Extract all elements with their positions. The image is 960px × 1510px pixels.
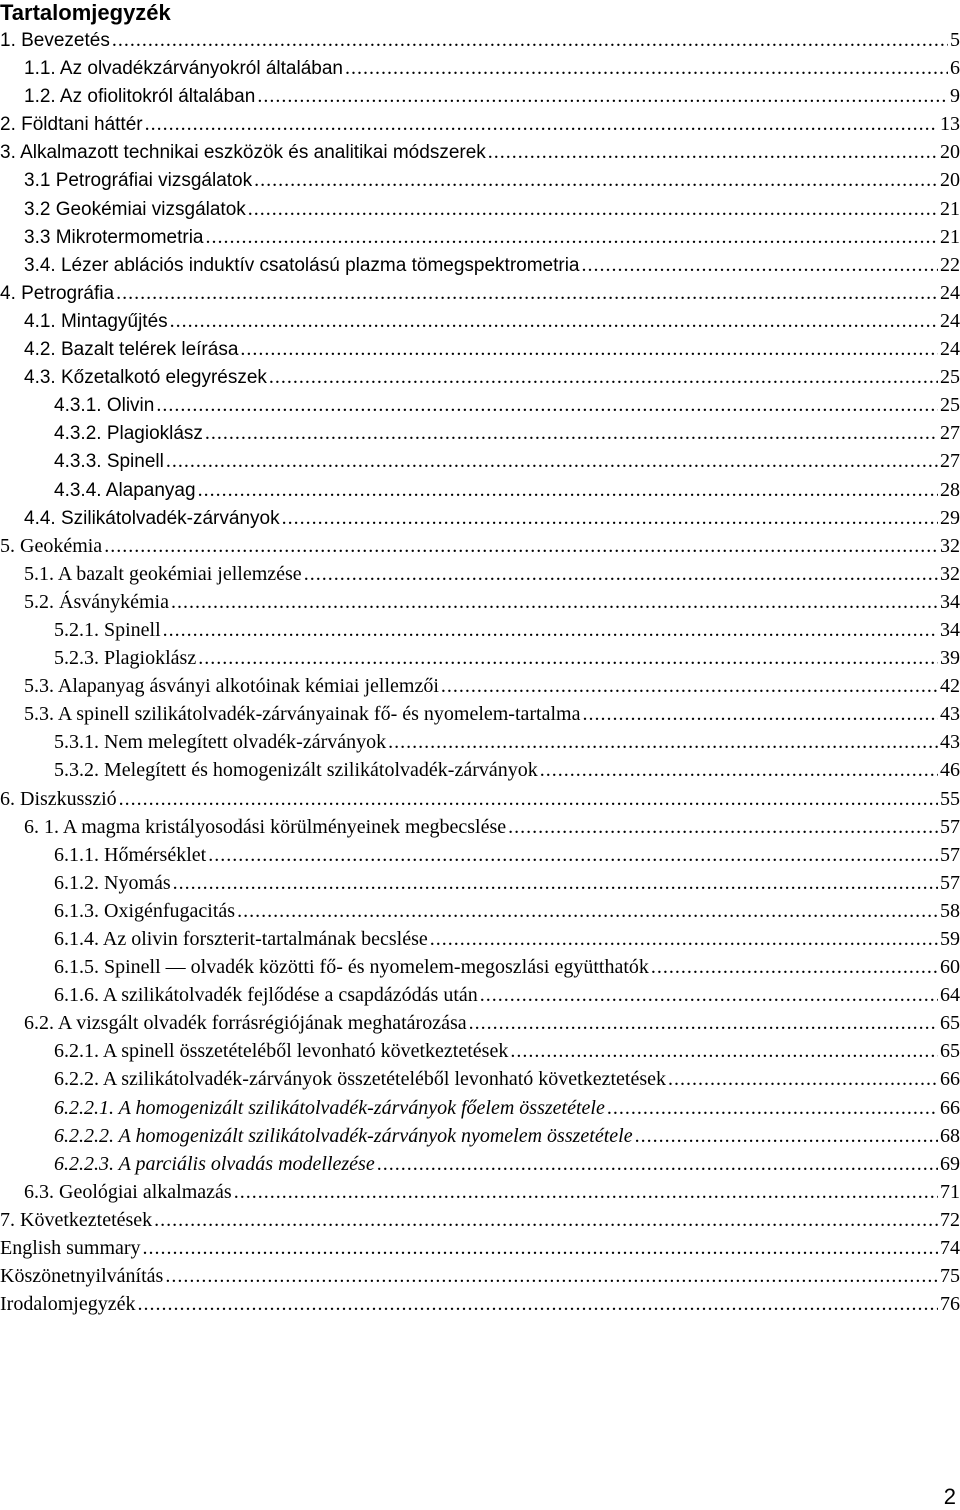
dot-leader xyxy=(540,756,938,784)
dot-leader xyxy=(119,785,938,813)
toc-entry-page: 24 xyxy=(940,338,960,361)
toc-entry[interactable] xyxy=(0,335,960,363)
dot-leader xyxy=(138,1290,939,1318)
dot-leader xyxy=(104,532,938,560)
toc-entry-page: 34 xyxy=(940,590,960,613)
toc-entry[interactable] xyxy=(0,82,960,110)
toc-entry-label: Köszönetnyilvánítás xyxy=(0,1265,164,1288)
toc-entry-label: 4.3. Kőzetalkotó elegyrészek xyxy=(24,367,267,389)
toc-entry-label: 4.3.1. Olivin xyxy=(54,395,155,417)
toc-entry-label: 4.4. Szilikátolvadék-zárványok xyxy=(24,507,280,529)
toc-entry[interactable] xyxy=(0,981,960,1009)
dot-leader xyxy=(198,476,938,504)
toc-entry-label: 6.2.2. A szilikátolvadék-zárványok összetételéből levonható következtetések xyxy=(54,1068,667,1091)
toc-entry[interactable] xyxy=(0,251,960,279)
toc-entry[interactable] xyxy=(0,195,960,223)
toc-entry-page: 21 xyxy=(940,197,960,220)
dot-leader xyxy=(112,26,948,54)
toc-entry-page: 55 xyxy=(940,787,960,810)
toc-entry-label: 3. Alkalmazott technikai eszközök és analitikai módszerek xyxy=(0,142,486,164)
dot-leader xyxy=(248,195,938,223)
toc-entry-page: 21 xyxy=(940,225,960,248)
toc-entry-label: 4.2. Bazalt telérek leírása xyxy=(24,339,239,361)
toc-entry-page: 66 xyxy=(940,1096,960,1119)
dot-leader xyxy=(257,82,948,110)
toc-entry-page: 32 xyxy=(940,562,960,585)
toc-entry-label: 6.1.4. Az olivin forszterit-tartalmának becslése xyxy=(54,928,428,950)
dot-leader xyxy=(143,1234,938,1262)
toc-entry[interactable] xyxy=(0,1178,960,1206)
toc-entry-label: 5. Geokémia xyxy=(0,534,103,557)
toc-entry-page: 39 xyxy=(940,647,960,670)
toc-entry-page: 25 xyxy=(940,394,960,417)
toc-entry-label: 5.3.2. Melegített és homogenizált szilikátolvadék-zárványok xyxy=(54,759,538,782)
toc-entry[interactable] xyxy=(0,1094,960,1122)
toc-entry[interactable] xyxy=(0,476,960,504)
dot-leader xyxy=(116,279,938,307)
toc-entry-label: 5.3. A spinell szilikátolvadék-zárványainak fő- és nyomelem-tartalma xyxy=(24,703,581,726)
toc-entry-page: 57 xyxy=(940,843,960,866)
toc-entry-label: 5.2.3. Plagioklász xyxy=(54,647,197,670)
toc-entry-page: 71 xyxy=(940,1180,960,1203)
toc-entry[interactable] xyxy=(0,813,960,841)
toc-entry[interactable] xyxy=(0,869,960,897)
toc-entry-page: 43 xyxy=(940,731,960,754)
dot-leader xyxy=(304,560,938,588)
toc-entry-page: 59 xyxy=(940,928,960,950)
toc-entry[interactable] xyxy=(0,307,960,335)
toc-entry-label: 2. Földtani háttér xyxy=(0,114,143,136)
toc-entry-label: 6.1.6. A szilikátolvadék fejlődése a csapdázódás után xyxy=(54,984,478,1007)
toc-entry-page: 5 xyxy=(950,29,960,51)
toc-entry-page: 74 xyxy=(940,1237,960,1260)
toc-entry-page: 43 xyxy=(940,703,960,726)
toc-entry-label: 4.1. Mintagyűjtés xyxy=(24,310,168,332)
dot-leader xyxy=(208,841,938,869)
toc-entry-page: 32 xyxy=(940,534,960,557)
toc-entry[interactable] xyxy=(0,26,960,54)
toc-entry-page: 65 xyxy=(940,1012,960,1035)
toc-entry-page: 75 xyxy=(940,1265,960,1288)
toc-entry-page: 25 xyxy=(940,366,960,389)
toc-entry-label: 5.3. Alapanyag ásványi alkotóinak kémiai jellemzői xyxy=(24,675,439,698)
toc-entry[interactable] xyxy=(0,391,960,419)
toc-entry[interactable] xyxy=(0,1206,960,1234)
dot-leader xyxy=(198,644,938,672)
dot-leader xyxy=(651,953,938,981)
toc-entry[interactable] xyxy=(0,1234,960,1262)
dot-leader xyxy=(607,1094,938,1122)
toc-entry-page: 68 xyxy=(940,1124,960,1147)
toc-entry-label: 3.3 Mikrotermometria xyxy=(24,226,204,248)
toc-entry[interactable] xyxy=(0,785,960,813)
toc-entry-page: 34 xyxy=(940,618,960,641)
toc-entry[interactable] xyxy=(0,279,960,307)
dot-leader xyxy=(510,1037,938,1065)
toc-entry[interactable] xyxy=(0,588,960,616)
toc-entry[interactable] xyxy=(0,925,960,953)
toc-entry-label: 4. Petrográfia xyxy=(0,282,115,304)
dot-leader xyxy=(377,1150,938,1178)
toc-entry-page: 9 xyxy=(950,85,960,108)
toc-entry[interactable] xyxy=(0,138,960,166)
toc-entry-label: 6. Diszkusszió xyxy=(0,787,117,810)
toc-entry-page: 27 xyxy=(940,422,960,445)
page-number: 2 xyxy=(943,1484,956,1509)
toc-entry[interactable] xyxy=(0,1150,960,1178)
toc-entry-page: 20 xyxy=(940,169,960,192)
toc-entry[interactable] xyxy=(0,504,960,532)
dot-leader xyxy=(205,419,938,447)
toc-entry[interactable] xyxy=(0,1262,960,1290)
dot-leader xyxy=(254,166,938,194)
dot-leader xyxy=(163,616,938,644)
dot-leader xyxy=(441,672,938,700)
toc-entry-page: 22 xyxy=(940,253,960,276)
toc-entry-label: 3.2 Geokémiai vizsgálatok xyxy=(24,198,246,220)
toc-entry-page: 72 xyxy=(940,1208,960,1231)
toc-entry-label: 6.2.1. A spinell összetételéből levonható következtetések xyxy=(54,1040,509,1063)
dot-leader xyxy=(388,728,938,756)
toc-entry[interactable] xyxy=(0,728,960,756)
dot-leader xyxy=(668,1065,938,1093)
toc-entry-page: 64 xyxy=(940,984,960,1007)
toc-entry-label: 4.3.2. Plagioklász xyxy=(54,423,203,445)
toc-entry[interactable] xyxy=(0,1122,960,1150)
toc-entry-page: 66 xyxy=(940,1068,960,1091)
dot-leader xyxy=(234,1178,938,1206)
toc-title: Tartalomjegyzék xyxy=(0,0,171,25)
toc-entry[interactable] xyxy=(0,447,960,475)
toc-entry[interactable] xyxy=(0,363,960,391)
toc-entry[interactable] xyxy=(0,1065,960,1093)
dot-leader xyxy=(469,1009,938,1037)
toc-entry-page: 42 xyxy=(940,675,960,698)
toc-entry-label: 5.2.1. Spinell xyxy=(54,618,161,641)
toc-entry[interactable] xyxy=(0,841,960,869)
toc-entry-label: 5.3.1. Nem melegített olvadék-zárványok xyxy=(54,731,387,754)
toc-entry-page: 6 xyxy=(950,57,960,80)
toc-entry-page: 76 xyxy=(940,1293,960,1316)
dot-leader xyxy=(154,1206,938,1234)
toc-entry[interactable] xyxy=(0,897,960,925)
toc-entry[interactable] xyxy=(0,756,960,784)
toc-entry[interactable] xyxy=(0,1290,960,1318)
toc-entry-page: 65 xyxy=(940,1040,960,1063)
toc-entry-page: 24 xyxy=(940,309,960,332)
toc-entry-label: 4.3.3. Spinell xyxy=(54,451,164,473)
toc-entry-label: 1.1. Az olvadékzárványokról általában xyxy=(24,58,343,80)
dot-leader xyxy=(282,504,938,532)
toc-entry[interactable] xyxy=(0,644,960,672)
toc-entry-label: 5.1. A bazalt geokémiai jellemzése xyxy=(24,562,302,585)
toc-entry-label: English summary xyxy=(0,1237,141,1260)
dot-leader xyxy=(269,363,938,391)
toc-entry-label: 6.2.2.3. A parciális olvadás modellezése xyxy=(54,1152,375,1175)
dot-leader xyxy=(582,700,938,728)
toc-entry-label: 7. Következtetések xyxy=(0,1208,153,1231)
toc-entry-label: 1.2. Az ofiolitokról általában xyxy=(24,86,256,108)
toc-entry[interactable] xyxy=(0,1009,960,1037)
dot-leader xyxy=(165,1262,938,1290)
toc-entry-label: Irodalomjegyzék xyxy=(0,1293,136,1316)
dot-leader xyxy=(508,813,938,841)
toc-entry-label: 6. 1. A magma kristályosodási körülményeinek megbecslése xyxy=(24,815,507,838)
toc-entry-page: 60 xyxy=(940,956,960,979)
dot-leader xyxy=(237,897,938,925)
toc-entry[interactable] xyxy=(0,672,960,700)
toc-entry[interactable] xyxy=(0,700,960,728)
toc-entry-page: 28 xyxy=(940,478,960,501)
toc-entry-page: 29 xyxy=(940,506,960,529)
dot-leader xyxy=(635,1122,938,1150)
toc-entry-label: 6.2.2.2. A homogenizált szilikátolvadék-zárványok nyomelem összetétele xyxy=(54,1124,633,1147)
dot-leader xyxy=(582,251,939,279)
toc-entry-page: 57 xyxy=(940,871,960,894)
toc-entry-label: 6.1.2. Nyomás xyxy=(54,871,171,894)
toc-entry[interactable] xyxy=(0,419,960,447)
dot-leader xyxy=(488,138,938,166)
dot-leader xyxy=(145,110,938,138)
toc-entry-page: 46 xyxy=(940,759,960,782)
toc-entry[interactable] xyxy=(0,560,960,588)
toc-entry-label: 6.2. A vizsgált olvadék forrásrégiójának meghatározása xyxy=(24,1012,467,1035)
toc-entry-label: 3.4. Lézer ablációs induktív csatolású plazma tömegspektrometria xyxy=(24,254,580,276)
dot-leader xyxy=(173,869,938,897)
toc-entry-page: 20 xyxy=(940,141,960,164)
toc-entry-label: 6.3. Geológiai alkalmazás xyxy=(24,1180,232,1203)
toc-entry[interactable] xyxy=(0,110,960,138)
toc-entry[interactable] xyxy=(0,532,960,560)
toc-entry-label: 3.1 Petrográfiai vizsgálatok xyxy=(24,170,253,192)
dot-leader xyxy=(240,335,938,363)
toc-entry-page: 57 xyxy=(940,815,960,838)
toc-entry-label: 5.2. Ásványkémia xyxy=(24,590,169,613)
toc-entry[interactable] xyxy=(0,616,960,644)
dot-leader xyxy=(156,391,938,419)
dot-leader xyxy=(206,223,939,251)
toc-entry-page: 24 xyxy=(940,281,960,304)
toc-entry[interactable] xyxy=(0,166,960,194)
dot-leader xyxy=(480,981,938,1009)
toc-entry[interactable] xyxy=(0,1037,960,1065)
dot-leader xyxy=(430,925,938,953)
toc-entry-page: 27 xyxy=(940,450,960,473)
dot-leader xyxy=(171,588,938,616)
toc-entry-label: 6.1.1. Hőmérséklet xyxy=(54,843,207,866)
toc-entry[interactable] xyxy=(0,953,960,981)
toc-entry-label: 6.1.3. Oxigénfugacitás xyxy=(54,899,236,922)
toc-entry[interactable] xyxy=(0,54,960,82)
toc-entry-page: 58 xyxy=(940,899,960,922)
toc-entry-label: 6.2.2.1. A homogenizált szilikátolvadék-zárványok főelem összetétele xyxy=(54,1096,605,1119)
toc-entry-label: 1. Bevezetés xyxy=(0,30,110,51)
dot-leader xyxy=(345,54,948,82)
toc-entry-page: 13 xyxy=(940,113,960,136)
toc-list xyxy=(0,26,960,1318)
dot-leader xyxy=(166,447,938,475)
toc-entry-label: 4.3.4. Alapanyag xyxy=(54,479,196,501)
toc-entry[interactable] xyxy=(0,223,960,251)
toc-entry-label: 6.1.5. Spinell — olvadék közötti fő- és nyomelem-megoszlási együtthatók xyxy=(54,956,649,979)
toc-entry-page: 69 xyxy=(940,1152,960,1175)
dot-leader xyxy=(170,307,938,335)
